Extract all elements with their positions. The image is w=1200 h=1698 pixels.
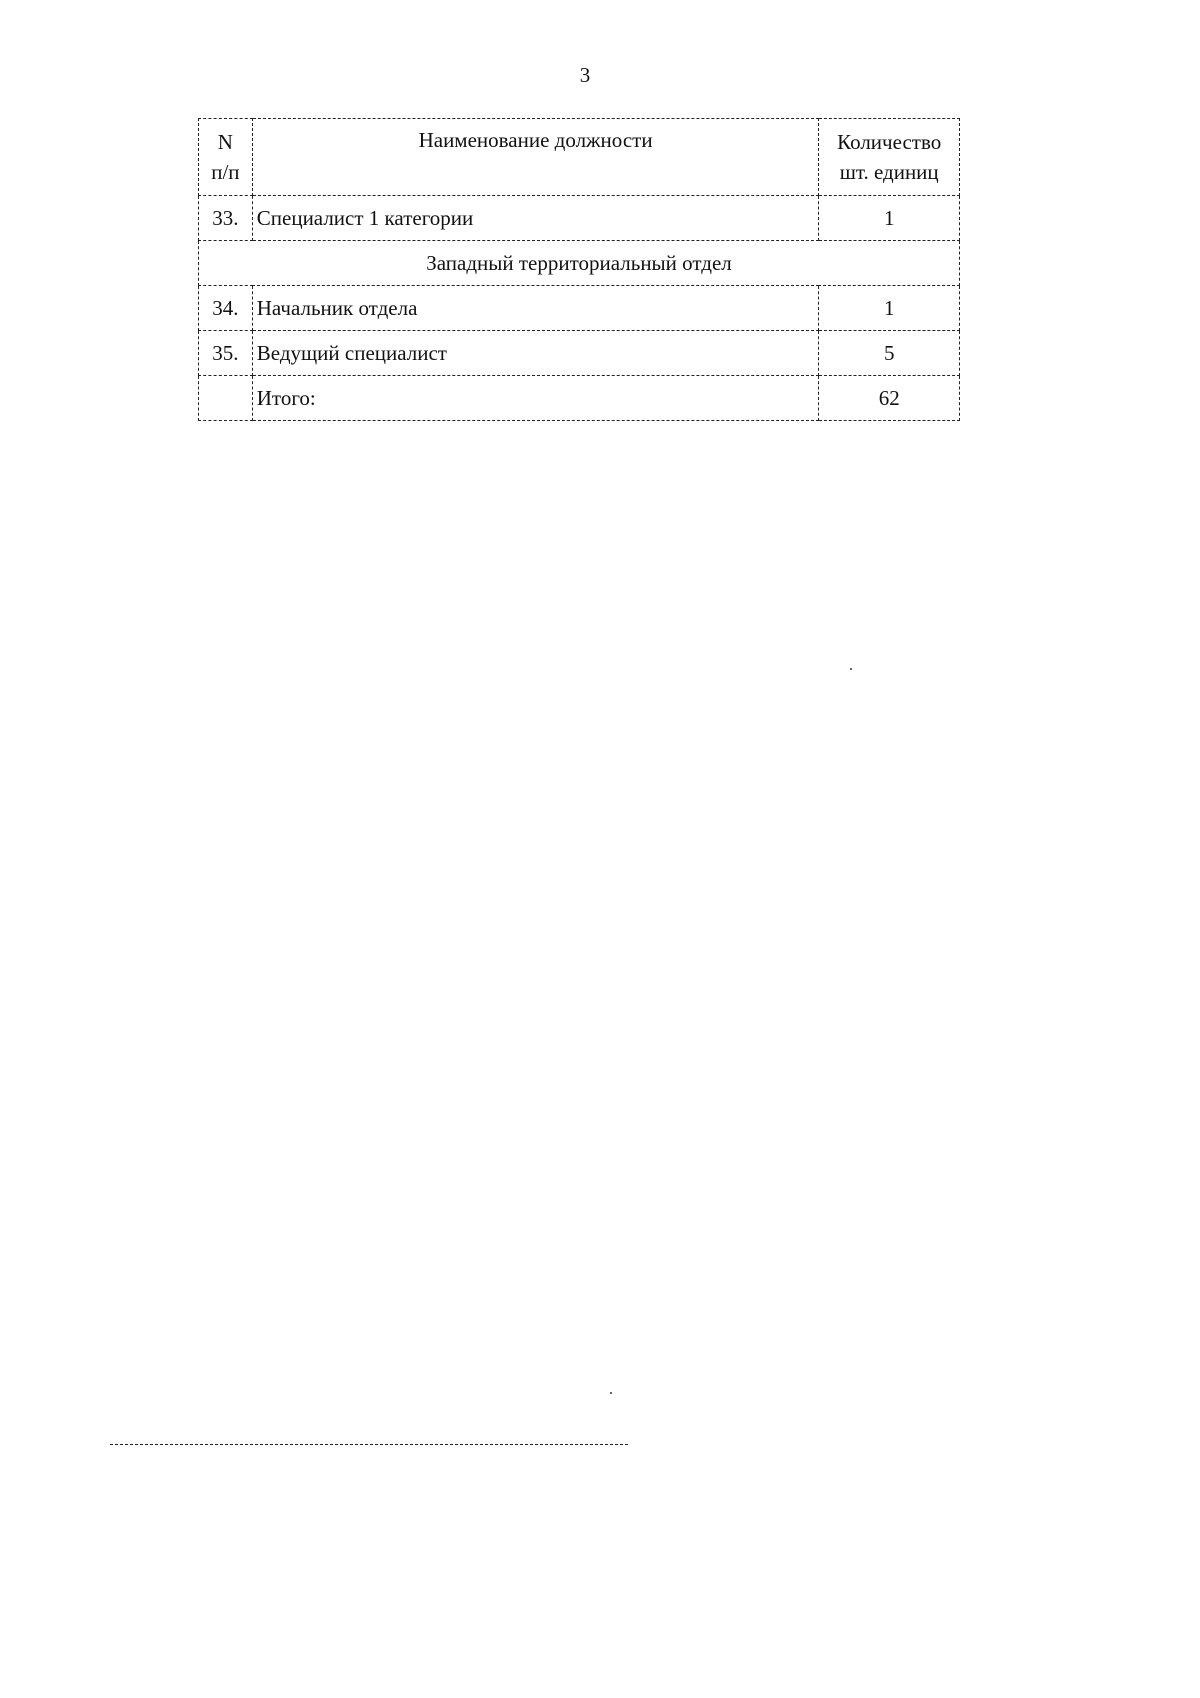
- scan-speck: [850, 668, 852, 670]
- row-position-name: Ведущий специалист: [252, 331, 819, 376]
- total-row: [199, 376, 960, 421]
- row-quantity: 1: [819, 286, 960, 331]
- total-label: Итого:: [252, 376, 819, 421]
- section-title: Западный территориальный отдел: [199, 241, 960, 286]
- row-number: 35.: [199, 331, 253, 376]
- header-number-line2: п/п: [211, 160, 240, 184]
- table-header-row: [199, 119, 960, 196]
- header-quantity: [819, 119, 960, 196]
- header-number: [199, 119, 253, 196]
- staff-positions-table: [198, 118, 960, 421]
- page-number: 3: [579, 63, 591, 87]
- header-quantity-line1: Количество: [837, 130, 942, 154]
- header-number-line1: N: [217, 130, 233, 154]
- row-position-name: Начальник отдела: [252, 286, 819, 331]
- total-quantity: 62: [819, 376, 960, 421]
- table-row: [199, 331, 960, 376]
- scan-speck: [610, 1392, 612, 1394]
- row-number: 33.: [199, 196, 253, 241]
- row-quantity: 5: [819, 331, 960, 376]
- table-row: [199, 196, 960, 241]
- footnote-separator-line: [110, 1444, 628, 1445]
- header-position-name: [252, 119, 819, 196]
- table-row: [199, 286, 960, 331]
- row-position-name: Специалист 1 категории: [252, 196, 819, 241]
- total-number: [199, 376, 253, 421]
- row-number: 34.: [199, 286, 253, 331]
- header-quantity-line2: шт. единиц: [839, 160, 939, 184]
- row-quantity: 1: [819, 196, 960, 241]
- header-position-name-text: Наименование должности: [418, 128, 653, 152]
- section-row: [199, 241, 960, 286]
